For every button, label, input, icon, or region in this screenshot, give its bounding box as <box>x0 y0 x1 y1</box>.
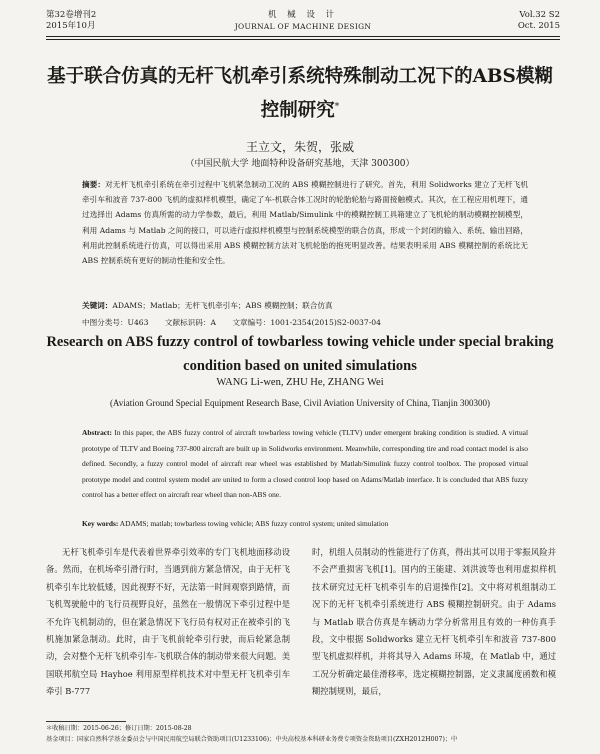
volume-en: Vol.32 S2 <box>519 10 560 20</box>
title-footnote-mark: * <box>334 102 340 112</box>
keywords-cn <box>82 299 528 312</box>
article-number: 文章编号：1001-2354(2015)S2-0037-04 <box>232 318 381 327</box>
abstract-cn-text: 对无杆飞机牵引系统在牵引过程中飞机紧急制动工况的 ABS 模糊控制进行了研究。首先，利用 Solidworks 建立了无杆飞机牵引车和波音 737-800 飞机的虚拟样机模型，确定了车-机联合体工况时的轮胎轮胎与路面接触模式。其次，在工程应用机理下，通过选择出 Adams 仿真所需的动力学参数，最后，利用 Matlab/Simulink 中的模糊控制工具箱建立了飞机轮的制动模糊控制模型，利用 Adams 与 Matlab 之间的接口，可以进行虚拟样机模型与控制系统模型的联合仿真，形成一个封闭的输入、系统、输出回路，利用此控制系统进行仿真，可以得出采用 ABS 模糊控制方法对飞机轮胎的抱死明显改善。结果表明采用 ABS 模糊控制的系统比无 ABS 控制系统有更好的制动性能和安全性。 <box>82 180 529 266</box>
affiliation-en: (Aviation Ground Special Equipment Research Base, Civil Aviation University of China, Tianjin 300300) <box>109 398 491 408</box>
abstract-en-text: In this paper, the ABS fuzzy control of aircraft towbarless towing vehicle (TLTV) under emergent braking condition is studied. A virtual prototype of TLTV and Boeing 737-800 aircraft are built up in Solidworks environment. Meanwhile, corresponding tire and road contact model is also defined. Secondly, a fuzzy control model of aircraft rear wheel was established by Matlab/Simulink fuzzy control toolbox. The proposed virtual prototype model and control system model are united to form a closed control loop based on Adams/Matlab interface. It is concluded that ABS fuzzy control has a better effect on aircraft rear wheel than non-ABS one. <box>82 428 528 500</box>
classification-cn <box>82 316 528 329</box>
authors-en: WANG Li-wen, ZHU He, ZHANG Wei <box>216 377 384 388</box>
date-cn: 2015年10月 <box>46 21 96 31</box>
keywords-cn-label: 关键词： <box>82 301 113 310</box>
authors-cn: 王立文，朱贺，张威 <box>245 140 354 154</box>
clc-number: 中图分类号：U463 <box>82 318 149 327</box>
journal-name-cn: 机 械 设 计 <box>267 10 339 20</box>
abstract-en-label: Abstract: <box>82 428 112 437</box>
footnote-rule <box>46 721 126 722</box>
header-center <box>46 10 560 32</box>
footnote <box>46 724 560 745</box>
journal-name-en: JOURNAL OF MACHINE DESIGN <box>234 22 372 31</box>
doc-code: 文献标识码：A <box>164 318 216 327</box>
header-rule-thin <box>46 39 560 40</box>
body-column-right: 时，机组人员制动的性能进行了仿真，得出其可以用于零振风险并不会严重损害飞机[1]。国内的王能建、刘洪波等也利用虚拟样机技术研究过无杆飞机牵引车的启退操作[2]。文中将对机组制动工况下的无杆飞机牵引系统进行 ABS 模糊控制研究。由于 Adams 与 Matlab 联合仿真是车辆动力学分析常用且有效的一种仿真手段，文中根据 Solidworks 建立无杆飞机牵引车和波音 737-800 型飞机虚拟样机，并将其导入 Adams 环境，在 Matlab 中，通过工况分析确定最佳滑移率，选定模糊控制器，定义隶属度函数和模糊控制规则，最后， <box>312 547 556 697</box>
abstract-cn <box>82 177 528 268</box>
affiliation-cn: （中国民航大学 地面特种设备研究基地，天津 300300） <box>185 159 415 169</box>
footnote-received: ＊收稿日期：2015-06-26；修订日期：2015-08-28 <box>46 725 192 732</box>
keywords-cn-text: ADAMS；Matlab；无杆飞机牵引车；ABS 模糊控制；联合仿真 <box>112 301 333 310</box>
footnote-fund: 基金项目：国家自然科学基金委员会与中国民用航空局联合资助项目(U1233106)；中央高校基本科研业务费专项资金资助项目(ZXH2012H007)；中 <box>46 735 458 743</box>
keywords-en-label: Key words: <box>82 519 119 528</box>
header-rule <box>46 36 560 37</box>
header-right <box>518 10 560 32</box>
title-cn-text: 基于联合仿真的无杆飞机牵引系统特殊制动工况下的ABS模糊控制研究 <box>47 66 553 122</box>
body-column-left: 无杆飞机牵引车是代表着世界牵引效率的专门飞机地面移动设备。然而，在机场牵引滑行时，当遇到前方紧急情况，由于无杆飞机牵引车比较低矮，因此视野不好，无法第一时间观察到路情，而飞机驾驶舱中的飞行员视野良好，虽然在一般情况下牵引过程中是不允许飞机制动的，但在紧急情况下飞行员有权对正在被牵引的飞机施加紧急制动。此时，由于飞机前轮牵引行驶，而后轮紧急制动，会对整个无杆飞机牵引车-飞机联合体的制动带来很大问题。美国联邦航空局 Hayhoe 利用原型样机技术对中型无杆飞机牵引车牵引 B-777 <box>46 547 290 697</box>
volume-cn: 第32卷增刊2 <box>46 10 97 20</box>
abstract-en <box>82 425 528 503</box>
keywords-en-text: ADAMS; matlab; towbarless towing vehicle; ABS fuzzy control system; united simulation <box>118 519 389 528</box>
date-en: Oct. 2015 <box>517 21 560 31</box>
paper-title-cn <box>40 62 560 126</box>
paper-title-en: Research on ABS fuzzy control of towbarless towing vehicle under special braking condition based on united simulations <box>46 334 554 374</box>
keywords-en <box>82 518 528 530</box>
abstract-cn-label: 摘要： <box>82 180 106 189</box>
